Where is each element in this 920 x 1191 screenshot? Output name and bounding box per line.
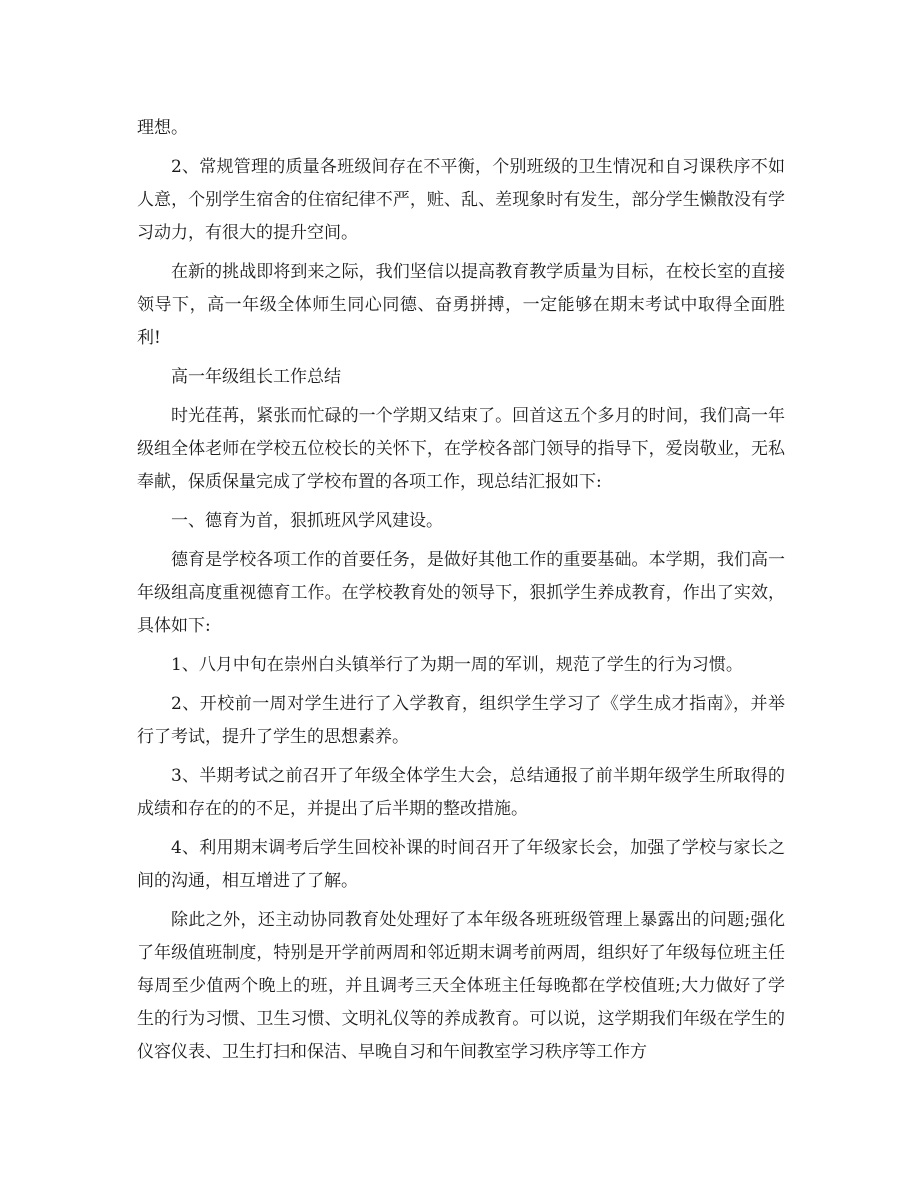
list-item-2: 2、开校前一周对学生进行了入学教育，组织学生学习了《学生成才指南》，并举行了考试，提升了学生的思想素养。 (137, 694, 785, 747)
paragraph-issue-2: 2、常规管理的质量各班级间存在不平衡，个别班级的卫生情况和自习课秩序不如人意，个别学生宿舍的住宿纪律不严，赃、乱、差现象时有发生，部分学生懒散没有学习动力，有很大的提升空间。 (137, 157, 785, 243)
list-item-4: 4、利用期末调考后学生回校补课的时间召开了年级家长会，加强了学校与家长之间的沟通，相互增进了了解。 (137, 838, 785, 891)
paragraph-moral-education: 德育是学校各项工作的首要任务，是做好其他工作的重要基础。本学期，我们高一年级组高度重视德育工作。在学校教育处的领导下，狠抓学生养成教育，作出了实效，具体如下: (137, 550, 785, 636)
document-body (137, 112, 785, 1075)
paragraph-additional: 除此之外，还主动协同教育处处理好了本年级各班班级管理上暴露出的问题;强化了年级值班制度，特别是开学前两周和邻近期末调考前两周，组织好了年级每位班主任每周至少值两个晚上的班，并且调考三天全体班主任每晚都在学校值班;大力做好了学生的行为习惯、卫生习惯、文明礼仪等的养成教育。可以说，这学期我们年级在学生的仪容仪表、卫生打扫和保洁、早晚自习和午间教室学习秩序等工作方 (137, 910, 785, 1062)
paragraph-continuation: 理想。 (137, 118, 188, 138)
list-item-3: 3、半期考试之前召开了年级全体学生大会，总结通报了前半期年级学生所取得的成绩和存在的的不足，并提出了后半期的整改措施。 (137, 766, 785, 819)
paragraph-outlook: 在新的挑战即将到来之际，我们坚信以提高教育教学质量为目标，在校长室的直接领导下，高一年级全体师生同心同德、奋勇拼搏，一定能够在期末考试中取得全面胜利! (137, 262, 785, 348)
section-heading-moral-education: 一、德育为首，狠抓班风学风建设。 (171, 511, 443, 531)
section-title: 高一年级组长工作总结 (171, 367, 341, 387)
paragraph-intro: 时光荏苒，紧张而忙碌的一个学期又结束了。回首这五个多月的时间，我们高一年级组全体老师在学校五位校长的关怀下，在学校各部门领导的指导下，爱岗敬业，无私奉献，保质保量完成了学校布置的各项工作，现总结汇报如下: (137, 406, 785, 492)
list-item-1: 1、八月中旬在崇州白头镇举行了为期一周的军训，规范了学生的行为习惯。 (171, 655, 743, 675)
